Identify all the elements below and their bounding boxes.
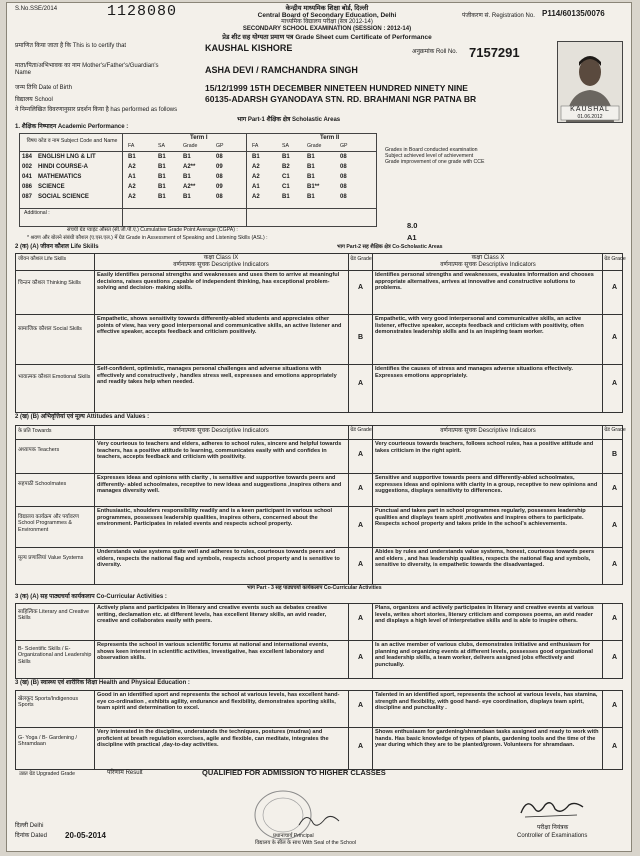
- attitudes-table: [15, 425, 626, 585]
- academic-table: [19, 133, 377, 227]
- attitudes-desc-header-9: वर्णनात्मक सूचक Descriptive Indicators: [173, 428, 269, 434]
- term1-col-fa: FA: [128, 143, 135, 149]
- descriptor-class9: Self-confident, optimistic, manages personal challenges and adverse situations with effectively and constructively , handles stress well, expresses and emotions appropriately and readily takes help when needed.: [97, 366, 337, 386]
- attitude-row: [16, 439, 622, 474]
- certify-text: प्रमाणित किया जाता है कि This is to certify that: [15, 43, 127, 49]
- life-skill-label: सामाजिक कौशल Social Skills: [18, 326, 82, 332]
- co-curricular-table: [15, 603, 623, 679]
- activity-row: [16, 640, 622, 678]
- registration-number: P114/60135/0076: [542, 9, 605, 18]
- roll-number: 7157291: [469, 45, 520, 60]
- subject-row: 086 SCIENCE A2 B1 A2** 09 A1 C1 B1** 08: [22, 184, 347, 190]
- grade-class10: A: [611, 284, 618, 291]
- life-skill-row: [16, 270, 622, 315]
- parents-name: ASHA DEVI / RAMCHANDRA SINGH: [205, 65, 358, 75]
- grade-class9: A: [357, 380, 364, 387]
- descriptor-class10: Empathetic, with very good interpersonal and communicative skills, an active listener, effective speaker, accepts feedback and criticism with positivity, often demonstrates leadership skills and is an inspiring team worker.: [375, 316, 584, 336]
- attitude-row: [16, 506, 622, 548]
- health-label: खेलकूद Sports/Indigenous Sports: [18, 696, 79, 709]
- parents-label: माता/पिता/अभिभावक का नाम Mother's/Father's/Guardian's Name: [15, 63, 159, 76]
- serial-number: 1128080: [107, 3, 178, 20]
- desc-header-9: वर्णनात्मक सूचक Descriptive Indicators: [173, 262, 269, 268]
- grade-class10: A: [611, 380, 618, 387]
- attitude-label: अध्यापक Teachers: [18, 447, 60, 453]
- grade-class10: B: [611, 451, 618, 458]
- descriptor-class9: Understands value systems quite well and adheres to rules, courteous towards peers and elders, respects the national flag and symbols, respects school property and is sensitive to diversity.: [97, 549, 340, 569]
- cgpa-label: संचयी ग्रेड प्वाइंट औसत (सी.जी.पी.ए.) Cumulative Grade Point Average (CGPA) :: [67, 227, 238, 233]
- attitudes-grade-header-10: ग्रेड Grade: [604, 427, 626, 433]
- serial-label: S.No.SSE/2014: [15, 6, 58, 12]
- academic-heading: 1. शैक्षिक निष्पादन Academic Performance :: [15, 124, 129, 130]
- activity-label: B- Scientific Skills / E- Organizational and Leadership Skills: [18, 646, 92, 665]
- grade-class9: A: [357, 284, 364, 291]
- term1-header: Term I: [190, 135, 208, 141]
- subject-row: 002 HINDI COURSE-A A2 B1 A2** 09 A2 B2 B1 08: [22, 164, 347, 170]
- health-heading: 3 (ख) (B) स्वास्थ्य एवं शारीरिक शिक्षा Health and Physical Education :: [15, 680, 190, 686]
- health-label: G- Yoga / B- Gardening / Shramdaan: [18, 735, 78, 748]
- asl-value: A1: [407, 233, 417, 242]
- grade-class10: A: [611, 522, 618, 529]
- class9-header: कक्षा Class IX: [203, 255, 239, 261]
- grade-class9: A: [357, 702, 364, 709]
- issue-date: 20-05-2014: [65, 831, 106, 840]
- co-curricular-heading: 3 (क) (A) सह पाठ्यचर्या कार्यकलाप Co-Curricular Activities :: [15, 594, 167, 600]
- grade-class10: A: [611, 561, 618, 568]
- descriptor-class10: Identifies personal strengths and weaknesses, evaluates information and chooses appropriate alternatives, arrives at innovative and constructive solutions to problems.: [375, 272, 594, 292]
- part1-title: भाग Part-1 शैक्षिक क्षेत्र Scholastic Areas: [237, 117, 341, 123]
- grade-class9: A: [357, 561, 364, 568]
- controller-label: Controller of Examinations: [517, 833, 588, 839]
- grade-notes: [385, 147, 620, 166]
- descriptor-class9: Actively plans and participates in literary and creative events such as debates creative writing, declamation etc. at different levels, has excellent literary skills, an avid reader, creative and collaborates easily with peers.: [97, 605, 328, 625]
- life-skill-row: [16, 314, 622, 365]
- subject-row: 041 MATHEMATICS A1 B1 B1 08 A2 C1 B1 08: [22, 174, 347, 180]
- term1-col-gp: GP: [216, 143, 224, 149]
- grade-class9: B: [357, 334, 364, 341]
- grade-class10: A: [611, 334, 618, 341]
- grade-class9: A: [357, 485, 364, 492]
- life-skills-col: जीवन कौशल Life Skills: [18, 256, 67, 262]
- descriptor-class10: Punctual and takes part in school programmes regularly, possesses leadership qualities and displays team spirit ,motivates and inspires others to participate. Respects school property and takes pride in the school's achievements.: [375, 508, 586, 528]
- grade-class10: A: [611, 485, 618, 492]
- attitude-label: सहपाठी Schoolmates: [18, 481, 67, 487]
- student-name: KAUSHAL KISHORE: [205, 43, 293, 53]
- performed-text: ने निम्नलिखित विवरणानुसार प्रदर्शन किया है has performed as follows: [15, 107, 178, 113]
- photo-name: KAUSHAL: [570, 106, 610, 113]
- term2-col-fa: FA: [252, 143, 259, 149]
- health-table: [15, 690, 623, 770]
- part3-title: भाग Part - 3 सह पाठ्यचर्या कार्यकलाप Co-Curricular Activities: [247, 585, 382, 591]
- descriptor-class9: Enthusiastic, shoulders responsibility readily and is a keen participant in various school programmes, possesses leadership qualities, inspires others, concerned about the environment. Participates in related events and respects school property.: [97, 508, 333, 528]
- controller-label-hindi: परीक्षा नियंत्रक: [537, 825, 569, 831]
- place-label: दिल्ली Delhi: [15, 823, 44, 829]
- descriptor-class10: Is an active member of various clubs, demonstrates initiative and enthusiasm for planning and organizing events at different levels, possesses good organizational and leadership skills, a team worker, delivers assigned jobs effectively and punctually.: [375, 642, 593, 668]
- principal-subtext: विद्यालय के सील के साथ With Seal of the School: [255, 840, 356, 846]
- descriptor-class10: Sensitive and supportive towards peers and differently-abled schoolmates, expresses ideas and opinions with clarity in a group, receptive to new opinions and suggestions, displays sensitivity to differences.: [375, 475, 598, 495]
- registration-label: पंजीकरण सं. Registration No.: [462, 13, 535, 19]
- certificate-title: प्रेड शीट सह योग्यता प्रमाण पत्र Grade Sheet cum Certificate of Performance: [222, 34, 432, 41]
- descriptor-class9: Expresses ideas and opinions with clarity , is sensitive and supportive towards peers and differently- abled schoolmates, receptive to new ideas and suggestions ,inspires others and manages diversity well.: [97, 475, 342, 495]
- term1-col-sa: SA: [158, 143, 165, 149]
- student-photo: [557, 41, 623, 123]
- descriptor-class10: Talented in an identified sport, represents the school at various levels, has stamina, strength and flexibility, with good hand- eye coordination, displays team spirit, discipline and punctuality .: [375, 692, 598, 712]
- attitudes-col: के प्रति Towards: [18, 428, 52, 434]
- desc-header-10: वर्णनात्मक सूचक Descriptive Indicators: [440, 262, 536, 268]
- attitude-label: विद्यालय कार्यक्रम और पर्यावरण School Programmes & Environment: [18, 514, 79, 533]
- life-skills-table: [15, 253, 626, 413]
- descriptor-class10: Identifies the causes of stress and manages adverse situations effectively. Expresses emotions appropriately.: [375, 366, 573, 379]
- grade-class9: A: [357, 743, 364, 750]
- health-row: [16, 727, 622, 769]
- descriptor-class10: Very courteous towards teachers, follows school rules, has a positive attitude and takes criticism in the right spirit.: [375, 441, 594, 454]
- board-name-hindi: केन्द्रीय माध्यमिक शिक्षा बोर्ड, दिल्ली: [285, 5, 369, 12]
- asl-label: * श्रवण और बोलने संबंधी कौशल (ए.एस.एल.) में ग्रेड Grade in Assessment of Speaking and Listening Skills (ASL) :: [27, 235, 268, 241]
- grade-sheet-certificate: [6, 2, 632, 852]
- grade-class9: A: [357, 654, 364, 661]
- grade-header-10: ग्रेड Grade: [604, 256, 626, 262]
- dob-label: जन्म तिथि Date of Birth: [15, 85, 72, 91]
- term2-col-gp: GP: [340, 143, 348, 149]
- part2-title: भाग Part-2 सह शैक्षिक क्षेत्र Co-Scholastic Areas: [337, 244, 443, 250]
- life-skill-label: भावात्मक कौशल Emotional Skills: [18, 374, 91, 380]
- term2-col-sa: SA: [282, 143, 289, 149]
- descriptor-class9: Easily identifies personal strengths and weaknesses and uses them to arrive at meaningful decisions, raises questions ,capable of independent thinking, has exceptional problem- solving and decision- making skills.: [97, 272, 340, 292]
- grade-class10: A: [611, 702, 618, 709]
- subject-row: 184 ENGLISH LNG & LIT B1 B1 B1 08 B1 B1 B1 08: [22, 154, 347, 160]
- note-line: Subject achieved level of achievement: [385, 153, 474, 160]
- attitude-row: [16, 547, 622, 584]
- exam-name: SECONDARY SCHOOL EXAMINATION (SESSION : 2012-14): [242, 26, 412, 32]
- descriptor-class9: Very interested in the discipline, understands the techniques, postures (mudras) and proficient at breath regulation exercises, agile and flexible, can meditate, integrates the discipline with practical ,day-to-day activities.: [97, 729, 329, 749]
- attitude-label: मूल्य प्रणालियां Value Systems: [18, 555, 84, 561]
- note-line: Grades in Board conducted examination: [385, 147, 478, 153]
- result-label: परिणाम Result: [107, 770, 143, 776]
- attitudes-heading: 2 (ख) (B) अभिवृत्तियां एवं मूल्य Attitudes and Values :: [15, 414, 150, 420]
- result-value: QUALIFIED FOR ADMISSION TO HIGHER CLASSES: [202, 768, 386, 777]
- date-of-birth: 15/12/1999 15TH DECEMBER NINETEEN HUNDRED NINETY NINE: [205, 83, 468, 93]
- grade-class9: A: [357, 522, 364, 529]
- grade-class10: A: [611, 615, 618, 622]
- attitude-row: [16, 473, 622, 507]
- additional-label: Additional :: [24, 210, 50, 216]
- date-label: दिनांक Dated: [15, 833, 47, 839]
- grade-class9: A: [357, 615, 364, 622]
- cgpa-value: 8.0: [407, 221, 418, 230]
- term1-col-grade: Grade: [183, 143, 198, 149]
- school-name: 60135-ADARSH GYANODAYA STN. RD. BRAHMANI NGR PATNA BR: [205, 94, 477, 104]
- descriptor-class9: Very courteous to teachers and elders, adheres to school rules, sincere and helpful towards teachers, has a positive attitude to learning, communicates easily with and confides in teachers, accepts feedback and criticism with positivity.: [97, 441, 342, 461]
- life-skills-heading: 2 (क) (A) जीवन कौशल Life Skills: [15, 244, 99, 250]
- descriptor-class10: Plans, organizes and actively participates in literary and creative events at various levels, writes short stories, literary criticism and composes poems, an avid reader and displays a high level of interpretative skills and is able to inspire others.: [375, 605, 594, 625]
- upgraded-grade-label: उन्नत ग्रेड Upgraded Grade: [19, 771, 75, 777]
- descriptor-class9: Empathetic, shows sensitivity towards differently-abled students and appreciates other points of view, has very good interpersonal and communicative skills, an active listener and effective speaker, accepts feedback and criticism positively.: [97, 316, 342, 336]
- descriptor-class10: Shows enthusiasm for gardening/shramdaan tasks assigned and ready to work with hands. Has basic knowledge of types of plants, gardening tools and the time of the year during which they are to be planted/grown. Volunteers for shramdaan.: [375, 729, 599, 749]
- grade-class9: A: [357, 451, 364, 458]
- health-row: [16, 691, 622, 727]
- principal-label: प्रधानाचार्य Principal: [273, 833, 314, 839]
- descriptor-class9: Represents the school in various scientific forums at national and international events, shows keen interest in scientific activities, investigative, has excellent laboratory and observation skills.: [97, 642, 329, 662]
- school-label: विद्यालय School: [15, 97, 53, 103]
- roll-label: अनुक्रमांक Roll No.: [412, 49, 458, 55]
- life-skill-row: [16, 364, 622, 411]
- exam-name-hindi: माध्यमिक विद्यालय परीक्षा (सत्र 2012-14): [281, 19, 373, 25]
- descriptor-class10: Abides by rules and understands value systems, honest, courteous towards peers and elders , and has leadership qualities, respects the national flag and symbols, sensitive to diversity, is empathetic towards the disadvantaged.: [375, 549, 595, 569]
- col-subject-header: विषय कोड व नाम Subject Code and Name: [26, 138, 118, 144]
- grade-class10: A: [611, 743, 618, 750]
- descriptor-class9: Good in an identified sport and represents the school at various levels, has excellent hand-eye co-ordination , exhibits agility, endurance and flexibility, demonstrates sporting skills, team spirit and determination to excel.: [97, 692, 340, 712]
- activity-row: [16, 604, 622, 640]
- board-name: Central Board of Secondary Education, Delhi: [257, 12, 397, 19]
- attitudes-desc-header-10: वर्णनात्मक सूचक Descriptive Indicators: [440, 428, 536, 434]
- term2-header: Term II: [320, 135, 340, 141]
- class10-header: कक्षा Class X: [471, 255, 505, 261]
- subject-row: 087 SOCIAL SCIENCE A2 B1 B1 08 A2 B1 B1 08: [22, 194, 347, 200]
- life-skill-label: चिन्तन कौशल Thinking Skills: [18, 280, 81, 286]
- controller-signature-icon: [517, 793, 587, 823]
- grade-header-9: ग्रेड Grade: [350, 256, 372, 262]
- attitudes-grade-header-9: ग्रेड Grade: [350, 427, 372, 433]
- term2-col-grade: Grade: [307, 143, 322, 149]
- note-line: Grade improvement of one grade with CCE: [385, 159, 485, 166]
- photo-date: 01.06.2012: [577, 114, 603, 120]
- activity-label: साहित्यिक Literary and Creative Skills: [18, 609, 90, 622]
- grade-class10: A: [611, 654, 618, 661]
